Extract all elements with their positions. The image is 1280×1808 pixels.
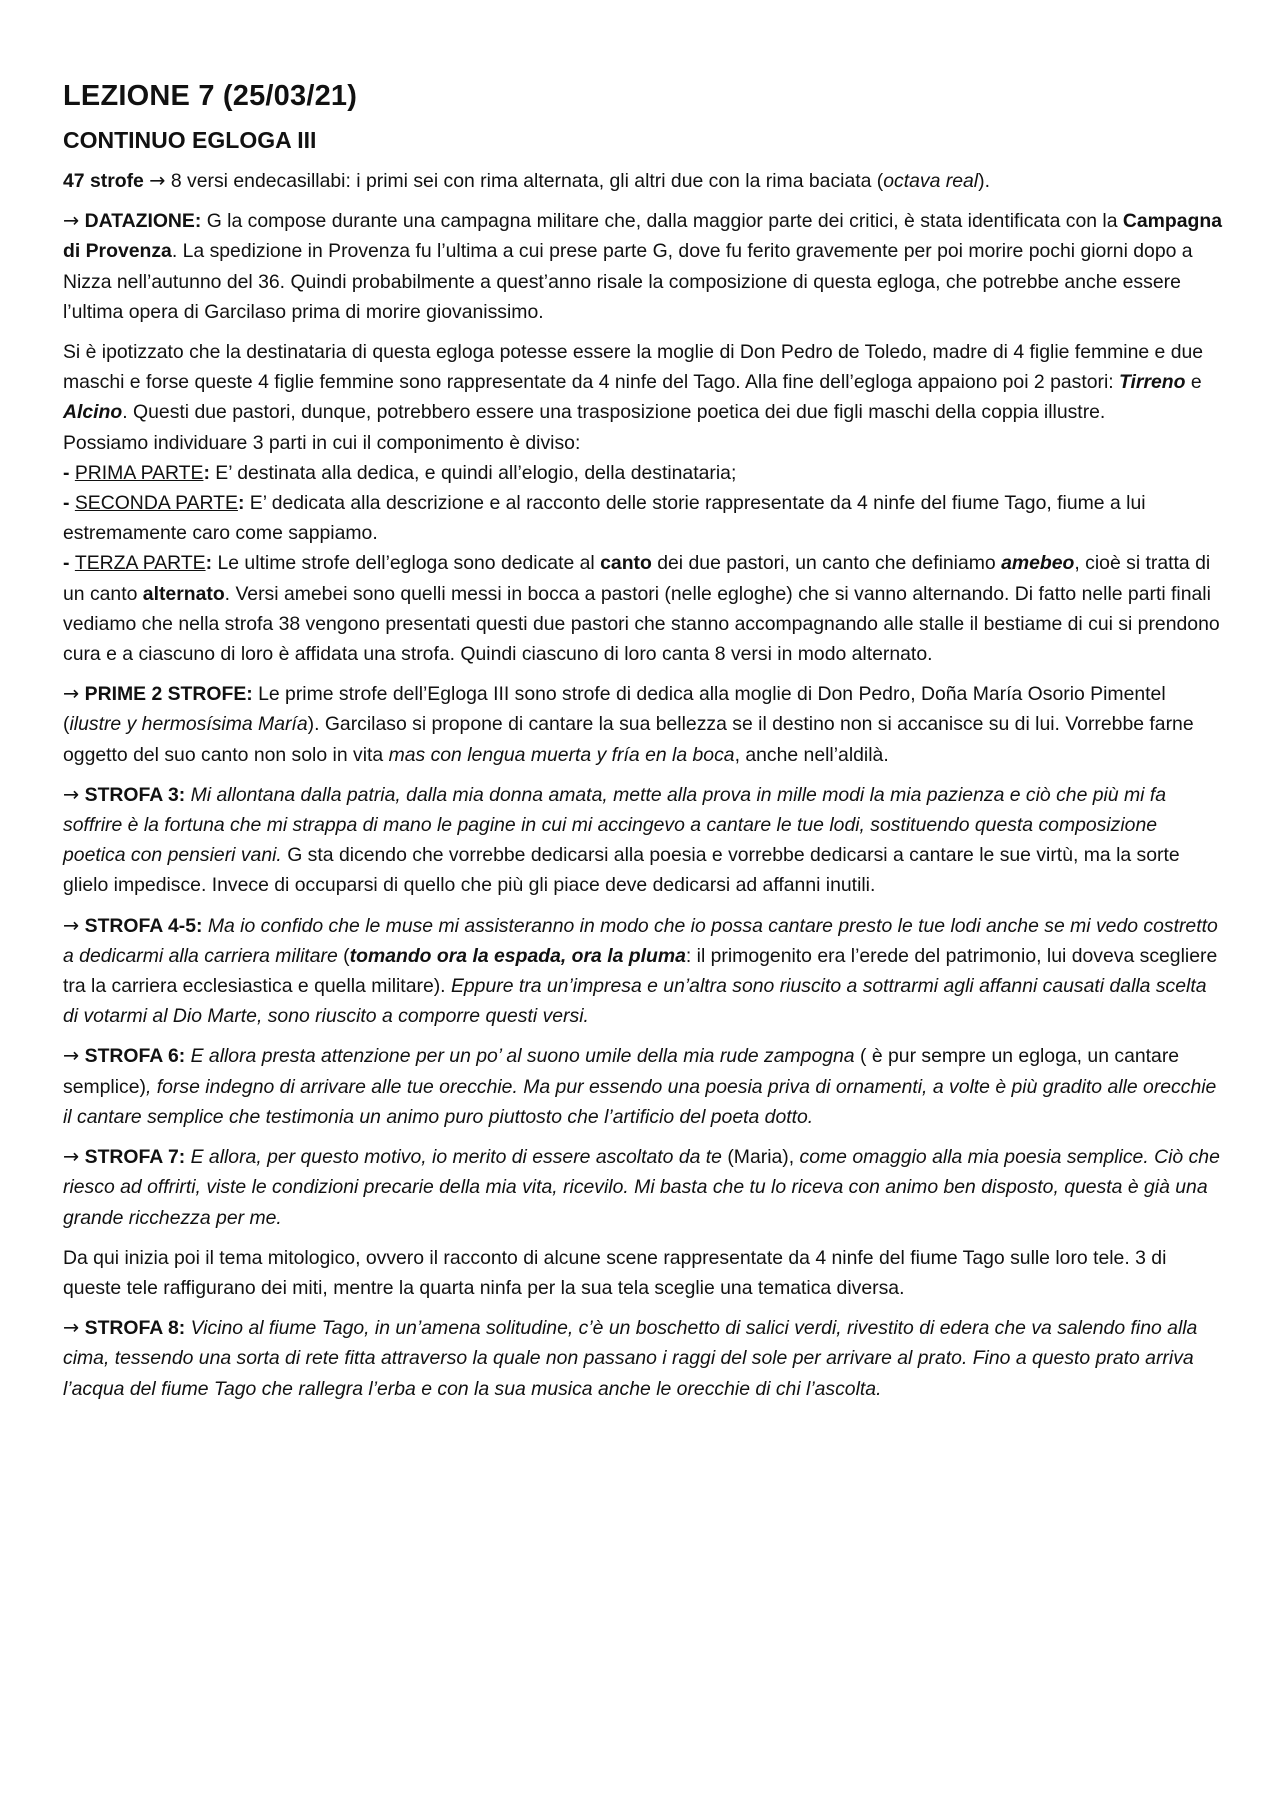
paragraph-intro: 47 strofe → 8 versi endecasillabi: i primi sei con rima alternata, gli altri due con la rima baciata (octava real).: [63, 169, 990, 192]
strofa-4-5-label: STROFA 4-5:: [84, 914, 203, 937]
prima-parte: - PRIMA PARTE: E’ destinata alla dedica, e quindi all’elogio, della destinataria;: [63, 461, 737, 484]
paragraph-destinataria: Si è ipotizzato che la destinataria di questa egloga potesse essere la moglie di Don Pedro de Toledo, madre di 4 figlie femmine e due maschi e forse queste 4 figlie femmine sono rappresentate da 4 ninfe del Tago. Alla fine dell’egloga appaiono poi 2 pastori: Tirreno e Alcino. Questi due pastori, dunque, potrebbero essere una trasposizione poetica dei due figli maschi della coppia illustre.: [63, 341, 1204, 424]
alternato: alternato: [142, 582, 225, 605]
arrow-icon: →: [63, 913, 80, 937]
octava-real: octava real: [883, 170, 979, 192]
paragraph-strofa-6: → STROFA 6: E allora presta attenzione per un po’ al suono umile della mia rude zampogna ( è pur sempre un egloga, un cantare semplice), forse indegno di arrivare alle tue orecchie. Ma pur essendo una poesia priva di ornamenti, a volte è più gradito alle orecchie il cantare semplice che testimonia un animo puro piuttosto che l’artificio del poeta dotto.: [63, 1044, 1217, 1128]
canto: canto: [600, 552, 652, 575]
parti-intro: Possiamo individuare 3 parti in cui il componimento è diviso:: [63, 431, 581, 454]
paragraph-tema-mitologico: Da qui inizia poi il tema mitologico, ovvero il racconto di alcune scene rappresentate da 4 ninfe del fiume Tago sulle loro tele. 3 di queste tele raffigurano dei miti, mentre la quarta ninfa per la sua tela sceglie una tematica diversa.: [63, 1246, 1167, 1299]
strofa-7-label: STROFA 7:: [84, 1146, 186, 1169]
strofa-6-label: STROFA 6:: [84, 1045, 186, 1068]
terza-parte: - TERZA PARTE: Le ultime strofe dell’egloga sono dedicate al canto dei due pastori, un canto che definiamo amebeo, cioè si tratta di un canto alternato. Versi amebei sono quelli messi in bocca a pastori (nelle egloghe) che si vanno alternando. Di fatto nelle parti finali vediamo che nella strofa 38 vengono presentati questi due pastori che stanno accompagnando alle stalle il bestiame di cui si prendono cura e a ciascuno di loro è affidata una strofa. Quindi ciascuno di loro canta 8 versi in modo alternato.: [63, 552, 1220, 666]
paragraph-prime-2-strofe: → PRIME 2 STROFE: Le prime strofe dell’Egloga III sono strofe di dedica alla moglie di Don Pedro, Doña María Osorio Pimentel (ilustre y hermosísima María). Garcilaso si propone di cantare la sua bellezza se il destino non si accanisce su di lui. Vorrebbe farne oggetto del suo canto non solo in vita mas con lengua muerta y fría en la boca, anche nell’aldilà.: [63, 682, 1194, 766]
lesson-title: LEZIONE 7 (25/03/21): [63, 80, 358, 112]
prime-2-strofe-label: PRIME 2 STROFE:: [84, 683, 253, 706]
strofa-8-label: STROFA 8:: [84, 1317, 186, 1340]
arrow-icon: →: [63, 1044, 80, 1068]
amebeo: amebeo: [1001, 552, 1075, 575]
arrow-icon: →: [63, 1145, 80, 1169]
seconda-parte: - SECONDA PARTE: E’ dedicata alla descrizione e al racconto delle storie rappresentate da 4 ninfe del fiume Tago, fiume a lui estremamente caro come sappiamo.: [63, 492, 1146, 545]
paragraph-datazione: → DATAZIONE: G la compose durante una campagna militare che, dalla maggior parte dei critici, è stata identificata con la Campagna di Provenza. La spedizione in Provenza fu l’ultima a cui prese parte G, dove fu ferito gravemente per poi morire pochi giorni dopo a Nizza nell’autunno del 36. Quindi probabilmente a quest’anno risale la composizione di questa egloga, che potrebbe anche essere l’ultima opera di Garcilaso prima di morire giovanissimo.: [63, 209, 1223, 323]
campagna-provenza: Campagna di Provenza: [63, 210, 1223, 263]
arrow-icon: →: [63, 682, 80, 706]
strofe-count: 47 strofe: [63, 170, 144, 192]
arrow-icon: →: [149, 169, 166, 192]
strofa-3-label: STROFA 3:: [84, 783, 186, 806]
paragraph-strofa-8: → STROFA 8: Vicino al fiume Tago, in un’amena solitudine, c’è un boschetto di salici verdi, rivestito di edera che va salendo fino alla cima, tessendo una sorta di rete fitta attraverso la quale non passano i raggi del sole per arrivare al prato. Fino a questo prato arriva l’acqua del fiume Tago che rallegra l’erba e con la sua musica anche le orecchie di chi l’ascolta.: [63, 1316, 1198, 1400]
paragraph-strofa-3: → STROFA 3: Mi allontana dalla patria, dalla mia donna amata, mette alla prova in mille modi la mia pazienza e ciò che più mi fa soffrire è la fortuna che mi strappa di mano le pagine in cui mi accingevo a cantare le tue lodi, sostituendo questa composizione poetica con pensieri vani. G sta dicendo che vorrebbe dedicarsi alla poesia e vorrebbe dedicarsi a cantare le sue virtù, ma la sorte glielo impedisce. Invece di occuparsi di quello che più gli piace deve dedicarsi ad affanni inutili.: [63, 782, 1180, 897]
terza-parte-label: TERZA PARTE: [74, 552, 206, 575]
paragraph-strofa-7: → STROFA 7: E allora, per questo motivo, io merito di essere ascoltato da te (Maria), come omaggio alla mia poesia semplice. Ciò che riesco ad offrirti, viste le condizioni precarie della mia vita, ricevilo. Mi basta che tu lo riceva con animo ben disposto, questa è già una grande ricchezza per me.: [63, 1145, 1220, 1229]
prima-parte-label: PRIMA PARTE: [74, 461, 204, 484]
alcino: Alcino: [63, 401, 123, 424]
datazione-label: DATAZIONE:: [84, 210, 202, 233]
lesson-subtitle: CONTINUO EGLOGA III: [63, 127, 317, 153]
arrow-icon: →: [63, 782, 80, 806]
paragraph-strofa-4-5: → STROFA 4-5: Ma io confido che le muse mi assisteranno in modo che io possa cantare presto le tue lodi anche se mi vedo costretto a dedicarmi alla carriera militare (tomando ora la espada, ora la pluma: il primogenito era l’erede del patrimonio, lui doveva scegliere tra la carriera ecclesiastica e quella militare). Eppure tra un’impresa e un’altra sono riuscito a sottrarmi agli affanni causati dalla scelta di votarmi al Dio Marte, sono riuscito a comporre questi versi.: [63, 913, 1218, 1028]
seconda-parte-label: SECONDA PARTE: [74, 492, 238, 515]
tirreno: Tirreno: [1119, 371, 1186, 394]
arrow-icon: →: [63, 209, 80, 233]
arrow-icon: →: [63, 1316, 80, 1340]
